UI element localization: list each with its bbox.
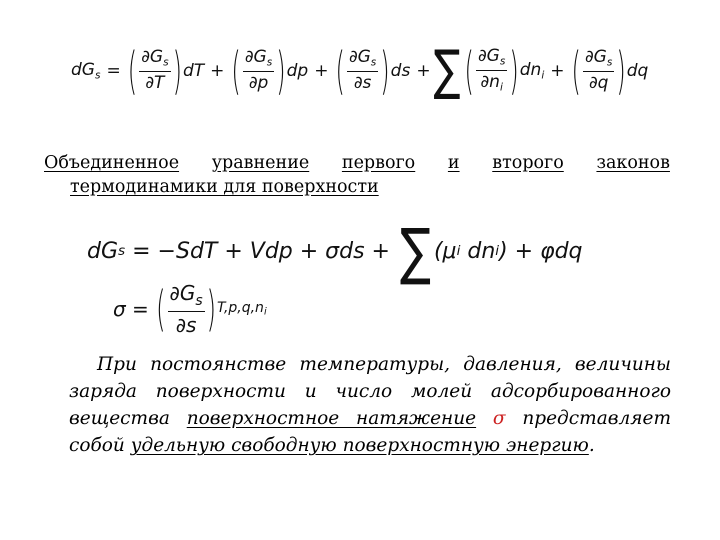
eq2-sum-symbol: ∑ (399, 214, 431, 288)
equation-full-differential: $dG_s$ = ( $\frac{\partial G_s}{\partial T}$ ) dT + ( $\frac{\partial G_s}{\partial p}$ ) dp + ( $\frac{\partial G_s}{\partial s}$ ) ds + ∑ ( $\frac{\partial G_s}{\partial n_i}$ ) $dn_i$ + ( $\frac{\partial G_s}{\partial q}$ ) dq (71, 39, 649, 102)
eq1-diff-dni: $dn_i$ (519, 59, 545, 82)
eq1-frac-dT: $\frac{\partial G_s}{\partial T}$ (141, 47, 169, 94)
eq1-diff-dq: dq (626, 60, 649, 81)
eq1-diff-dT: dT (182, 60, 205, 81)
eq1-frac-dp: $\frac{\partial G_s}{\partial p}$ (244, 47, 273, 94)
eq1-diff-ds: ds (390, 60, 411, 81)
term-surface-tension: поверхностное натяжение (186, 408, 477, 429)
eq1-frac-dq: $\frac{\partial G_s}{\partial q}$ (584, 47, 613, 94)
eq1-frac-ds: $\frac{\partial G_s}{\partial s}$ (348, 47, 377, 94)
term-specific-surface-energy: удельную свободную поверхностную энергию (130, 435, 589, 456)
heading-line-1: Объединенное уравнение первого и второго законов (44, 153, 670, 173)
eq1-frac-dni: $\frac{\partial G_s}{\partial n_i}$ (477, 46, 506, 94)
heading-line-2: термодинамики для поверхности (70, 177, 379, 197)
equation-gibbs-surface: dG s = −SdT + Vdp + σds + ∑ (μ i dn i ) + φdq (87, 214, 583, 288)
eq1-sum-symbol: ∑ (433, 39, 461, 102)
eq1-diff-dp: dp (286, 60, 309, 81)
equation-surface-tension: σ = ( $\frac{\partial G_s}{\partial s}$ ) T,p,q,ni (113, 280, 267, 337)
eq3-subscript: T,p,q,ni (217, 300, 267, 318)
combined-law-heading (44, 151, 670, 199)
eq1-equals: = (106, 60, 121, 81)
surface-tension-paragraph: При постоянстве температуры, давления, величины заряда поверхности и число молей адсорбированного вещества поверхностное натяжение σ представляет собой удельную свободную поверхностную энергию. (69, 354, 672, 456)
sigma-symbol: σ (492, 408, 506, 429)
eq1-lhs: $dG_s$ (71, 59, 101, 82)
eq3-frac: $\frac{\partial G_s}{\partial s}$ (169, 281, 203, 337)
